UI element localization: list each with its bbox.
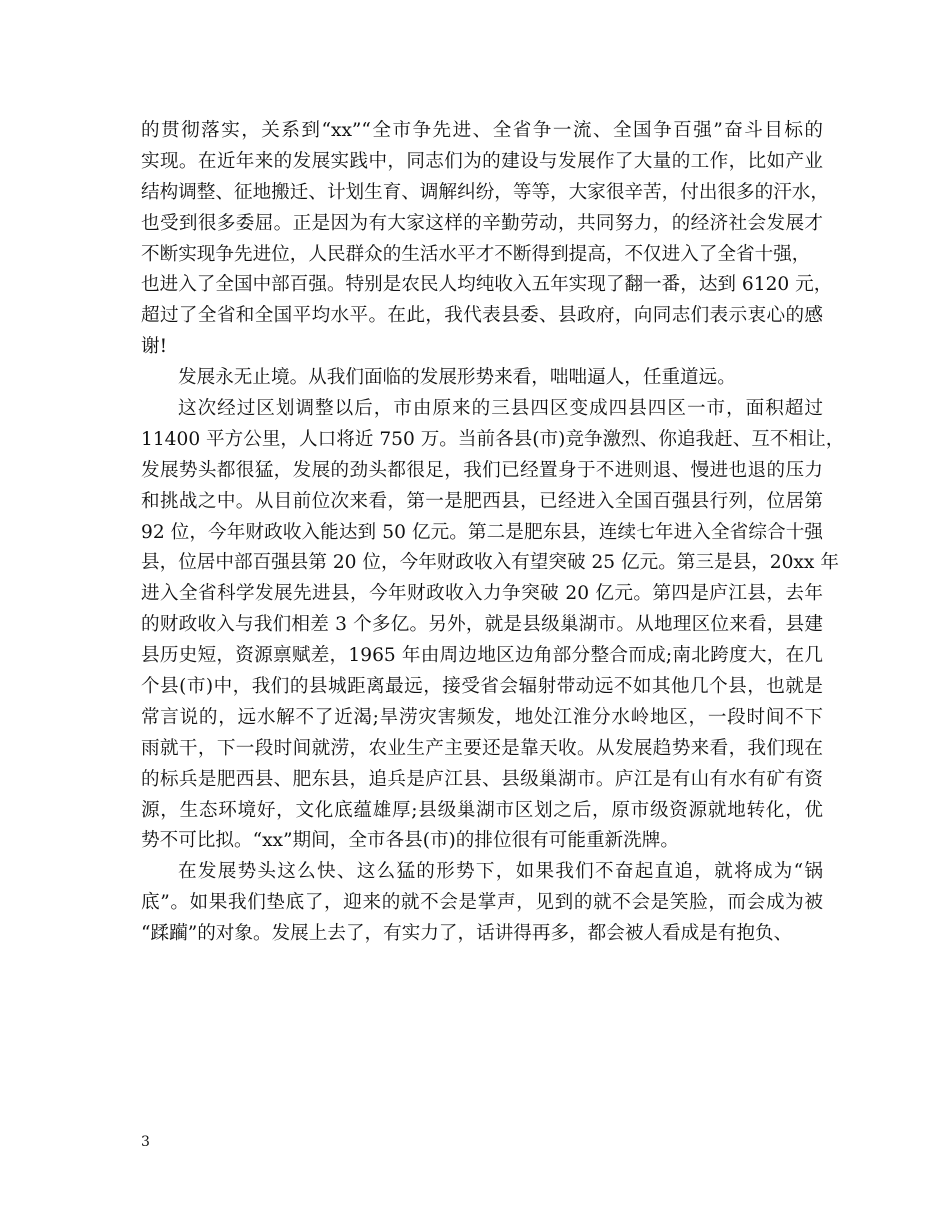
text-line: 的标兵是肥西县、肥东县，追兵是庐江县、县级巢湖市。庐江是有山有水有矿有资 (141, 768, 823, 790)
text-line: 不断实现争先进位，人民群众的生活水平才不断得到提高，不仅进入了全省十强， (141, 243, 811, 265)
text-line: 的财政收入与我们相差 3 个多亿。另外，就是县级巢湖市。从地理区位来看，县建 (141, 614, 823, 636)
text-line: 个县(市)中，我们的县城距离最远，接受省会辐射带动远不如其他几个县，也就是 (141, 676, 823, 698)
text-line: 常言说的，远水解不了近渴;旱涝灾害频发，地处江淮分水岭地区，一段时间不下 (141, 706, 823, 728)
text-line: 雨就干，下一段时间就涝，农业生产主要还是靠天收。从发展趋势来看，我们现在 (141, 737, 823, 759)
body-text (141, 116, 845, 950)
text-line: 进入全省科学发展先进县，今年财政收入力争突破 20 亿元。第四是庐江县，去年 (141, 583, 823, 605)
text-line: 也进入了全国中部百强。特别是农民人均纯收入五年实现了翻一番，达到 6120 元， (141, 274, 833, 296)
text-line: 底”。如果我们垫底了，迎来的就不会是掌声，见到的就不会是笑脸，而会成为被 (141, 892, 823, 914)
text-line: 也受到很多委屈。正是因为有大家这样的辛勤劳动，共同努力，的经济社会发展才 (141, 212, 823, 234)
text-line: 谢! (141, 336, 168, 358)
text-line: 结构调整、征地搬迁、计划生育、调解纠纷，等等，大家很辛苦，付出很多的汗水， (141, 181, 829, 203)
text-line: 在发展势头这么快、这么猛的形势下，如果我们不奋起直追，就将成为“锅 (178, 861, 823, 883)
text-line: 实现。在近年来的发展实践中，同志们为的建设与发展作了大量的工作，比如产业 (141, 150, 823, 172)
text-line: 的贯彻落实，关系到“xx”“全市争先进、全省争一流、全国争百强”奋斗目标的 (141, 120, 823, 141)
text-line: 源，生态环境好，文化底蕴雄厚;县级巢湖市区划之后，原市级资源就地转化，优 (141, 799, 823, 821)
text-line: 超过了全省和全国平均水平。在此，我代表县委、县政府，向同志们表示衷心的感 (141, 305, 823, 327)
text-line: 11400 平方公里，人口将近 750 万。当前各县(市)竞争激烈、你追我赶、互不相让， (141, 428, 845, 450)
text-line: “蹂躏”的对象。发展上去了，有实力了，话讲得再多，都会被人看成是有抱负、 (141, 923, 793, 945)
text-line: 发展永无止境。从我们面临的发展形势来看，咄咄逼人，任重道远。 (178, 367, 736, 389)
text-line: 发展势头都很猛，发展的劲头都很足，我们已经置身于不进则退、慢进也退的压力 (141, 459, 823, 481)
text-line: 县，位居中部百强县第 20 位，今年财政收入有望突破 25 亿元。第三是县，20xx 年 (141, 552, 839, 574)
text-line: 这次经过区划调整以后，市由原来的三县四区变成四县四区一市，面积超过 (178, 398, 823, 420)
page-number: 3 (141, 1134, 150, 1150)
text-line: 92 位，今年财政收入能达到 50 亿元。第二是肥东县，连续七年进入全省综合十强 (141, 521, 823, 543)
text-line: 县历史短，资源禀赋差，1965 年由周边地区边角部分整合而成;南北跨度大，在几 (141, 645, 823, 667)
text-line: 和挑战之中。从目前位次来看，第一是肥西县，已经进入全国百强县行列，位居第 (141, 490, 823, 512)
text-line: 势不可比拟。“xx”期间，全市各县(市)的排位很有可能重新洗牌。 (141, 830, 679, 852)
